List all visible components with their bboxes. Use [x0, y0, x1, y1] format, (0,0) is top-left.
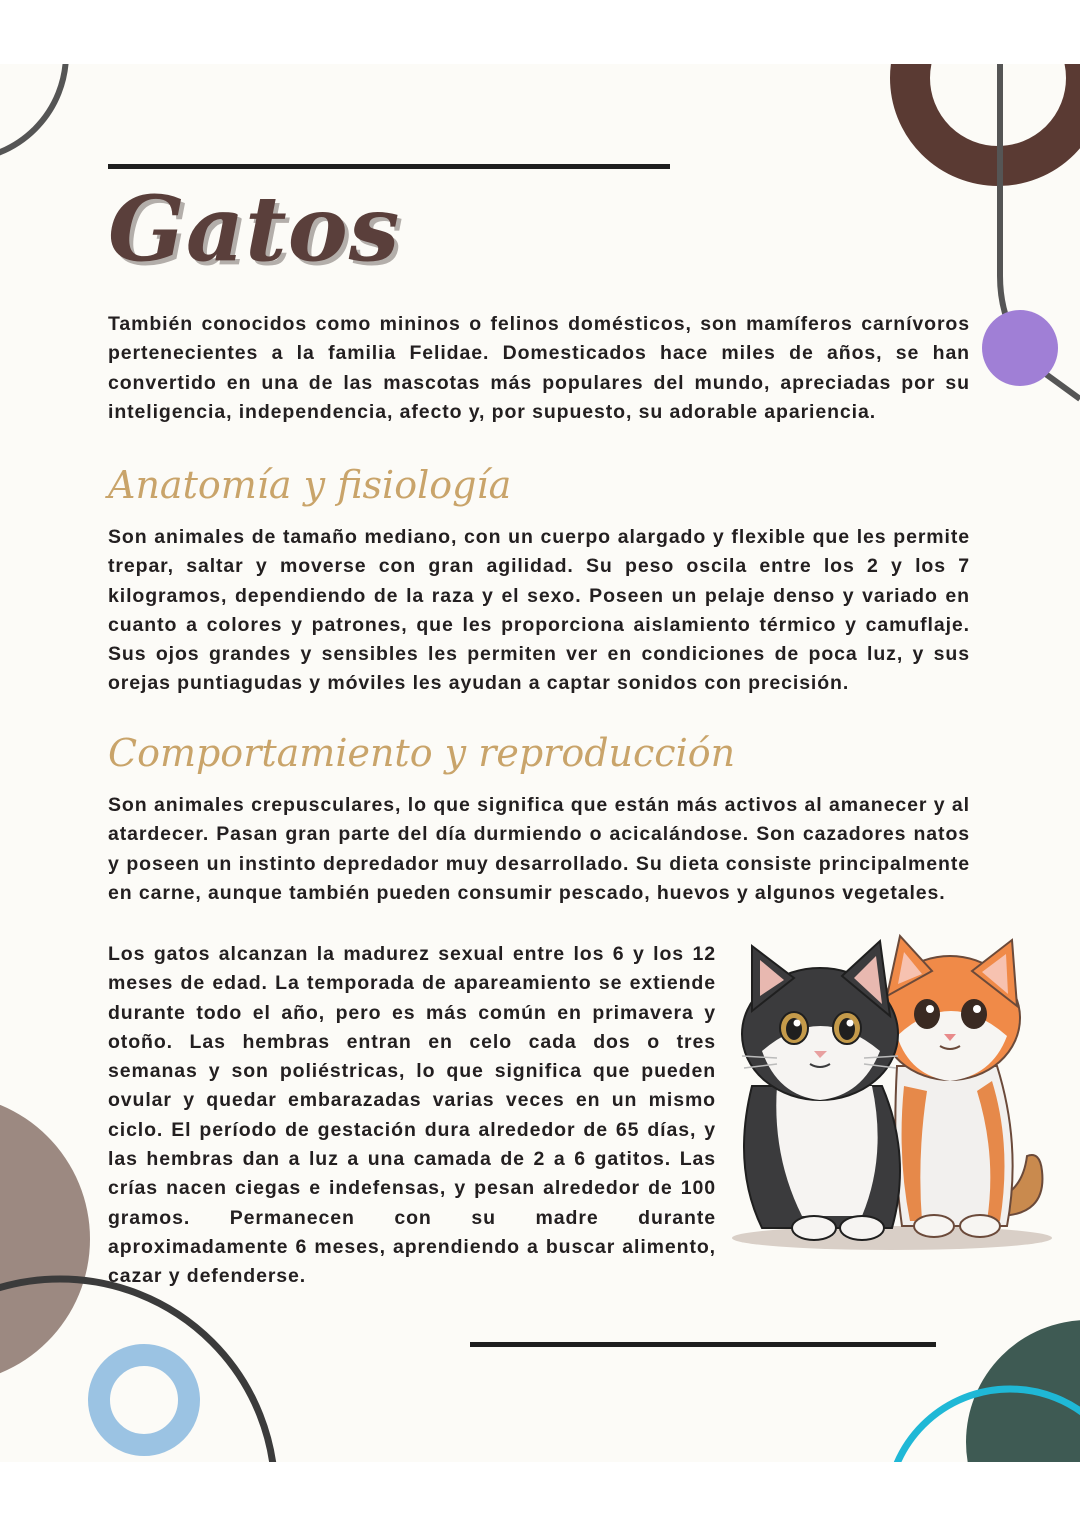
left-taupe-circle [0, 1094, 90, 1384]
anatomy-paragraph: Son animales de tamaño mediano, con un cuerpo alargado y flexible que les permite trepar, saltar y moverse con gran agilidad. Su peso oscila entre los 2 y los 7 kilogramos, dependiendo de la raza y el sexo. Poseen un pelaje denso y variado en cuanto a colores y patrones, que les proporciona aislamiento térmico y camuflaje. Sus ojos grandes y sensibles les permiten ver en condiciones de poca luz, y sus orejas puntiagudas y móviles les ayudan a captar sonidos con precisión. [108, 526, 970, 695]
document-page [0, 64, 1080, 1462]
top-right-brown-ring [910, 64, 1080, 166]
top-rule [108, 164, 670, 169]
top-left-arc [0, 64, 66, 160]
intro-paragraph: También conocidos como mininos o felinos domésticos, son mamíferos carnívoros pertenecientes a la familia Felidae. Domesticados hace miles de años, se han convertido en una de las mascotas más populares del mundo, apreciadas por su inteligencia, independencia, afecto y, por supuesto, su adorable apariencia. [108, 313, 970, 423]
page-title: Gatos [108, 176, 401, 282]
behavior-paragraph: Son animales crepusculares, lo que significa que están más activos al amanecer y al atardecer. Pasan gran parte del día durmiendo o acicalándose. Son cazadores natos y poseen un instinto depredador muy desarrollado. Su dieta consiste principalmente en carne, aunque también pueden consumir pescado, huevos y algunos vegetales. [108, 794, 970, 904]
two-kittens-illustration [722, 916, 1052, 1261]
purple-dot [982, 310, 1058, 386]
blue-ring [99, 1355, 189, 1445]
bottom-rule [470, 1342, 936, 1347]
section-heading-anatomy: Anatomía y fisiología [108, 463, 512, 507]
reproduction-paragraph: Los gatos alcanzan la madurez sexual entre los 6 y los 12 meses de edad. La temporada de apareamiento se extiende durante todo el año, pero es más común en primavera y otoño. Las hembras entran en celo cada dos o tres semanas y son poliéstricas, lo que significa que pueden ovular y quedar embarazadas varias veces en un mismo ciclo. El período de gestación dura alrededor de 65 días, y las hembras dan a luz a una camada de 2 a 6 gatitos. Las crías nacen ciegas e indefensas, y pesan alrededor de 100 gramos. Permanecen con su madre durante aproximadamente 6 meses, aprendiendo a buscar alimento, cazar y defenderse. [108, 943, 716, 1288]
section-heading-behavior: Comportamiento y reproducción [108, 731, 736, 775]
